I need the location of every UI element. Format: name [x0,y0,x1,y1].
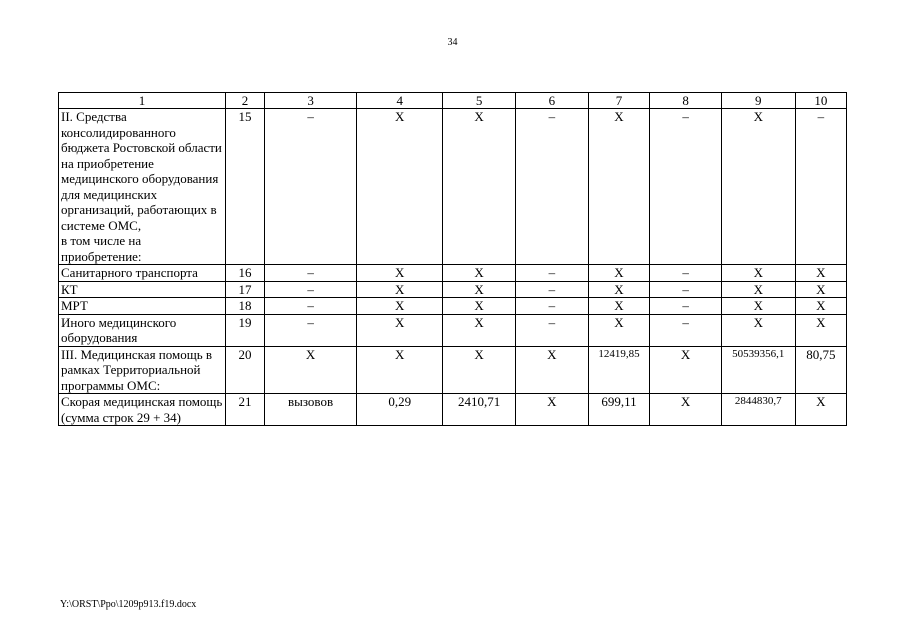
table-cell: Х [515,346,588,394]
row-label: III. Медицинская помощь в рамках Территориальной программы ОМС: [59,346,226,394]
table-cell: – [650,265,722,282]
table-cell: – [650,109,722,265]
table-cell: – [515,109,588,265]
table-cell: Х [721,109,795,265]
table-cell: Х [443,298,516,315]
table-cell: Х [264,346,356,394]
table-cell: – [515,281,588,298]
table-cell: – [264,109,356,265]
table-cell: Х [357,109,443,265]
row-label: КТ [59,281,226,298]
table-cell: – [264,265,356,282]
table-cell: 2844830,7 [721,394,795,426]
column-header: 10 [795,93,846,109]
table-cell: Х [650,346,722,394]
table-cell: 15 [226,109,265,265]
table-cell: Х [443,346,516,394]
table-cell: 2410,71 [443,394,516,426]
table-cell: Х [721,298,795,315]
table-cell: 20 [226,346,265,394]
table-cell: – [515,314,588,346]
column-header: 5 [443,93,516,109]
table-cell: Х [357,346,443,394]
table-cell: Х [795,281,846,298]
table-cell: Х [588,281,649,298]
table-cell: Х [650,394,722,426]
table-cell: Х [795,394,846,426]
table-row [59,394,847,426]
table-row [59,281,847,298]
table-cell: Х [721,281,795,298]
row-label: Иного медицинского оборудования [59,314,226,346]
column-header: 8 [650,93,722,109]
footer-file-path: Y:\ORST\Ppo\1209p913.f19.docx [60,599,197,610]
table-cell: 699,11 [588,394,649,426]
table-row [59,265,847,282]
table-cell: Х [721,265,795,282]
table-cell: Х [795,298,846,315]
table-cell: – [650,314,722,346]
table-row [59,109,847,265]
table-cell: Х [443,265,516,282]
data-table [58,92,847,426]
table-cell: – [515,265,588,282]
table-cell: Х [795,314,846,346]
row-label: МРТ [59,298,226,315]
table-cell: – [650,281,722,298]
table-cell: Х [357,265,443,282]
table-cell: Х [588,109,649,265]
table-cell: Х [443,314,516,346]
table-cell: Х [588,314,649,346]
table-cell: – [795,109,846,265]
table-cell: Х [795,265,846,282]
table-row [59,298,847,315]
column-header: 7 [588,93,649,109]
table-cell: 21 [226,394,265,426]
table-cell: 0,29 [357,394,443,426]
table-cell: – [650,298,722,315]
table-cell: 50539356,1 [721,346,795,394]
row-label: Санитарного транспорта [59,265,226,282]
table-cell: 18 [226,298,265,315]
table-cell: Х [357,281,443,298]
table-cell: Х [443,109,516,265]
table-row [59,314,847,346]
table-cell: – [264,281,356,298]
row-label: Скорая медицинская помощь (сумма строк 29 + 34) [59,394,226,426]
table-cell: – [515,298,588,315]
table-cell: Х [515,394,588,426]
table-cell: 16 [226,265,265,282]
table-cell: Х [443,281,516,298]
table-cell: 12419,85 [588,346,649,394]
table-header-row [59,93,847,109]
column-header: 4 [357,93,443,109]
table-cell: Х [357,314,443,346]
column-header: 1 [59,93,226,109]
row-label: II. Средства консолидированного бюджета Ростовской области на приобретение медицинского оборудования для медицинских организаций, работающих в системе ОМС, в том числе на приобретение: [59,109,226,265]
table-row [59,346,847,394]
column-header: 9 [721,93,795,109]
table-cell: Х [588,298,649,315]
table-cell: вызовов [264,394,356,426]
column-header: 3 [264,93,356,109]
page-number: 34 [447,37,458,48]
table-cell: Х [357,298,443,315]
table-cell: 80,75 [795,346,846,394]
column-header: 6 [515,93,588,109]
table-cell: – [264,314,356,346]
table-cell: – [264,298,356,315]
table-cell: Х [588,265,649,282]
column-header: 2 [226,93,265,109]
table-cell: 17 [226,281,265,298]
table-cell: Х [721,314,795,346]
table-cell: 19 [226,314,265,346]
